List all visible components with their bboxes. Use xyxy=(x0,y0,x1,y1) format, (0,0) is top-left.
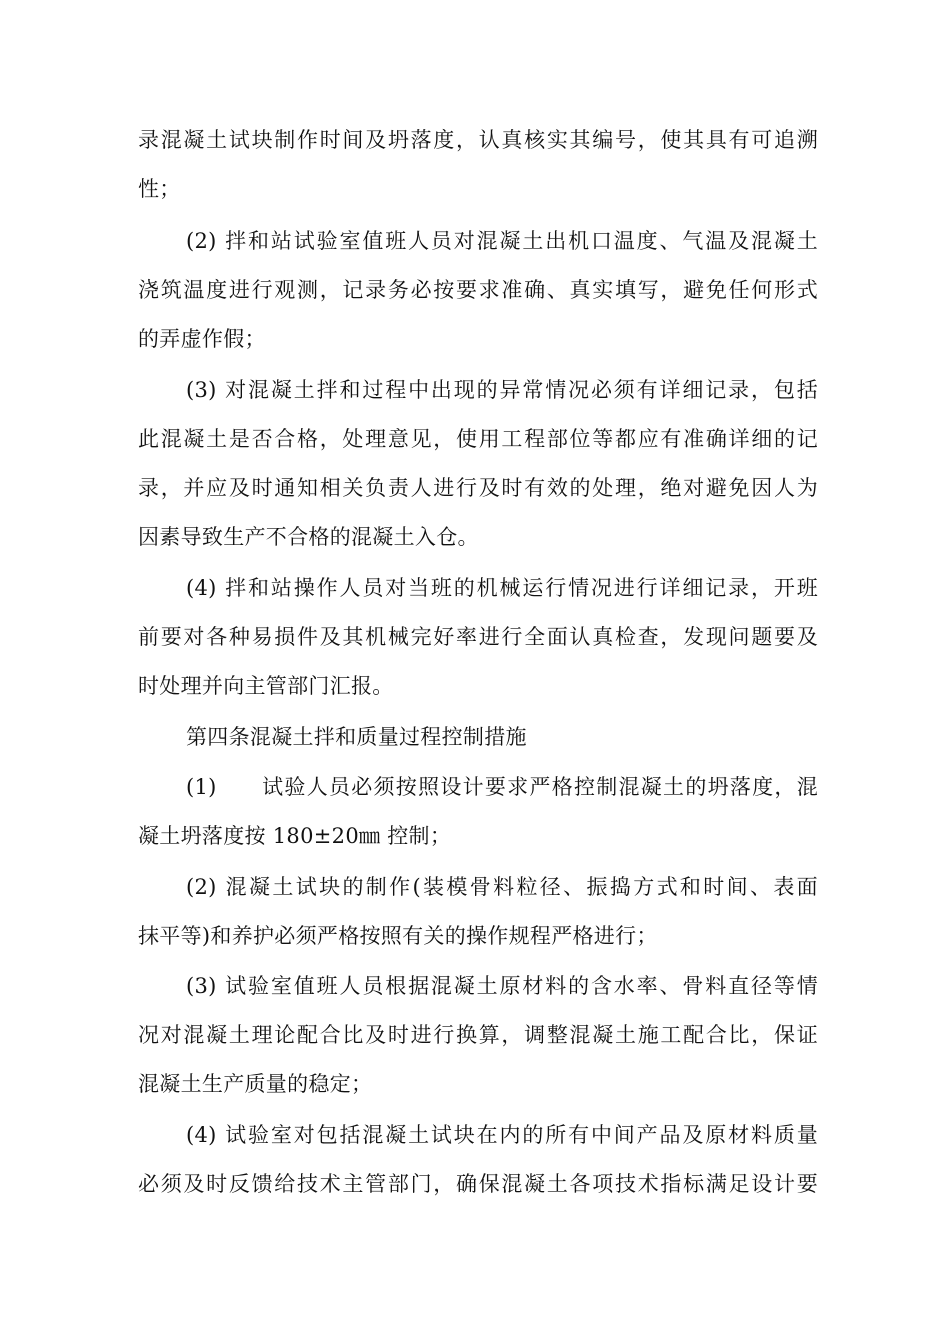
text-line: (2) 拌和站试验室值班人员对混凝土出机口温度、气温及混凝土 xyxy=(186,229,818,253)
text-line: 必须及时反馈给技术主管部门，确保混凝土各项技术指标满足设计要 xyxy=(138,1172,818,1196)
text-line: (4) 拌和站操作人员对当班的机械运行情况进行详细记录，开班 xyxy=(186,576,818,600)
text-line: (4) 试验室对包括混凝土试块在内的所有中间产品及原材料质量 xyxy=(186,1123,818,1147)
text-line: 录混凝土试块制作时间及坍落度，认真核实其编号，使其具有可追溯 xyxy=(138,128,818,152)
text-line: 抹平等)和养护必须严格按照有关的操作规程严格进行； xyxy=(138,924,658,948)
text-line: 录，并应及时通知相关负责人进行及时有效的处理，绝对避免因人为 xyxy=(138,476,818,500)
text-line: (3) 对混凝土拌和过程中出现的异常情况必须有详细记录，包括 xyxy=(186,378,818,402)
text-line: 前要对各种易损件及其机械完好率进行全面认真检查，发现问题要及 xyxy=(138,625,818,649)
text-line: 浇筑温度进行观测，记录务必按要求准确、真实填写，避免任何形式 xyxy=(138,278,818,302)
text-line: 时处理并向主管部门汇报。 xyxy=(138,674,394,698)
text-line: (2) 混凝土试块的制作(装模骨料粒径、振捣方式和时间、表面 xyxy=(186,875,818,899)
section-heading: 第四条混凝土拌和质量过程控制措施 xyxy=(186,725,527,749)
text-line: 况对混凝土理论配合比及时进行换算，调整混凝土施工配合比，保证 xyxy=(138,1023,818,1047)
text-line: 混凝土生产质量的稳定； xyxy=(138,1072,373,1096)
text-line: 凝土坍落度按 180±20㎜ 控制； xyxy=(138,824,452,848)
text-line: 此混凝土是否合格，处理意见，使用工程部位等都应有准确详细的记 xyxy=(138,427,818,451)
text-line: 的弄虚作假； xyxy=(138,327,266,351)
text-line: (3) 试验室值班人员根据混凝土原材料的含水率、骨料直径等情 xyxy=(186,974,818,998)
text-line: (1) 试验人员必须按照设计要求严格控制混凝土的坍落度，混 xyxy=(186,775,818,799)
text-line: 性； xyxy=(138,177,181,201)
text-line: 因素导致生产不合格的混凝土入仓。 xyxy=(138,525,479,549)
